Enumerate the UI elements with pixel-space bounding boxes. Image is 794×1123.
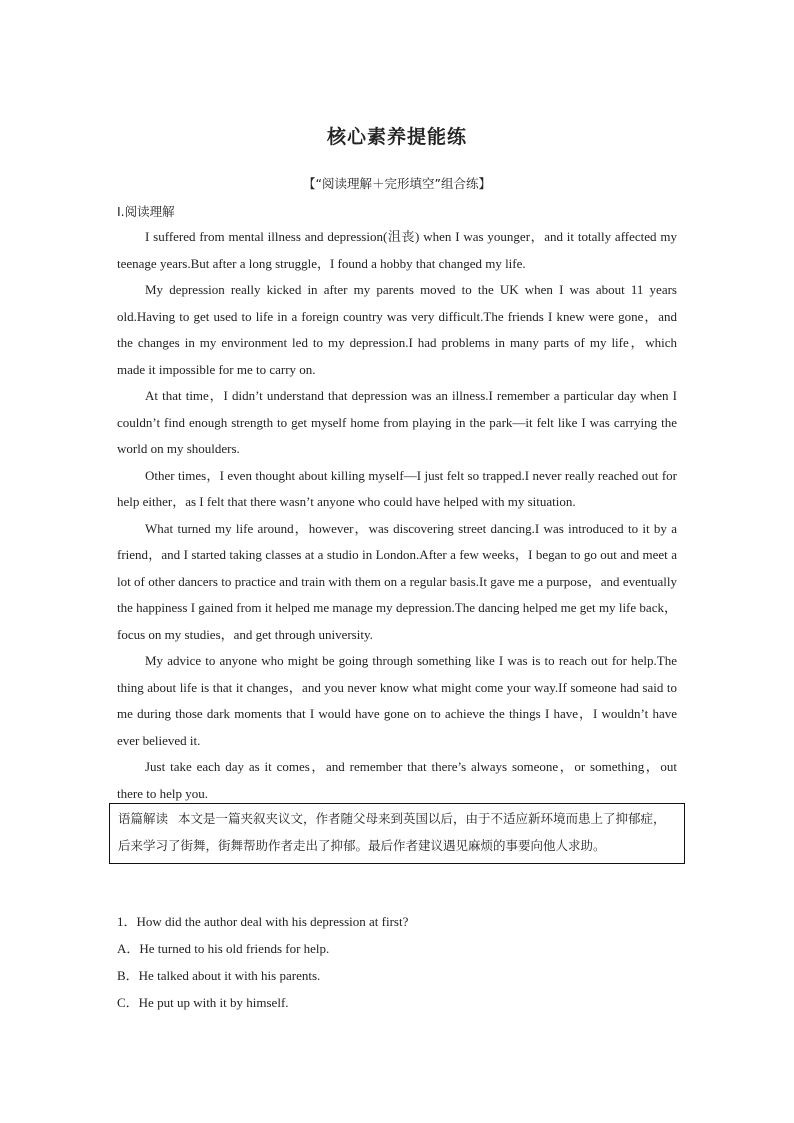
- reading-passage: [117, 224, 677, 807]
- option-b: B．He talked about it with his parents.: [117, 968, 321, 983]
- summary-box: [109, 803, 685, 864]
- paragraph: Just take each day as it comes，and remember that there’s always someone，or something，out there to help you.: [117, 759, 677, 801]
- summary-label: 语篇解读: [118, 811, 169, 826]
- paragraph: At that time，I didn’t understand that depression was an illness.I remember a particular day when I couldn’t find enough strength to get myself home from playing in the park—it felt like I was carrying the world on my shoulders.: [117, 388, 677, 456]
- exercise-subtitle: 【“阅读理解＋完形填空”组合练】: [303, 176, 491, 191]
- option-a: A．He turned to his old friends for help.: [117, 941, 330, 956]
- paragraph: What turned my life around，however，was discovering street dancing.I was introduced to it by a friend，and I started taking classes at a studio in London.After a few weeks，I began to go out and meet a lot of other dancers to practice and train with them on a regular basis.It gave me a purpose，and eventually the happiness I gained from it helped me manage my depression.The dancing helped me get my life back，focus on my studies，and get through university.: [117, 520, 677, 642]
- page-title: 核心素养提能练: [326, 126, 467, 148]
- summary-text: 本文是一篇夹叙夹议文，作者随父母来到英国以后，由于不适应新环境而患上了抑郁症，后来学习了街舞，街舞帮助作者走出了抑郁。最后作者建议遇见麻烦的事要向他人求助。: [118, 811, 666, 853]
- paragraph: My advice to anyone who might be going through something like I was is to reach out for help.The thing about life is that it changes，and you never know what might come your way.If someone had said to me during those dark moments that I would have gone on to achieve the things I have，I wouldn’t have ever believed it.: [117, 653, 677, 748]
- paragraph: I suffered from mental illness and depression(沮丧) when I was younger，and it totally affected my teenage years.But after a long struggle，I found a hobby that changed my life.: [117, 229, 677, 271]
- paragraph: My depression really kicked in after my parents moved to the UK when I was about 11 years old.Having to get used to life in a foreign country was very difficult.The friends I knew were gone，and the changes in my environment led to my depression.I had problems in many parts of my life，which made it impossible for me to carry on.: [117, 282, 677, 377]
- paragraph: Other times，I even thought about killing myself—I just felt so trapped.I never really reached out for help either，as I felt that there wasn’t anyone who could have helped with my situation.: [117, 467, 677, 509]
- question-block: [117, 908, 677, 1016]
- option-c: C．He put up with it by himself.: [117, 995, 289, 1010]
- section-heading: Ⅰ.阅读理解: [117, 204, 175, 219]
- question-stem: 1．How did the author deal with his depression at first?: [117, 914, 409, 929]
